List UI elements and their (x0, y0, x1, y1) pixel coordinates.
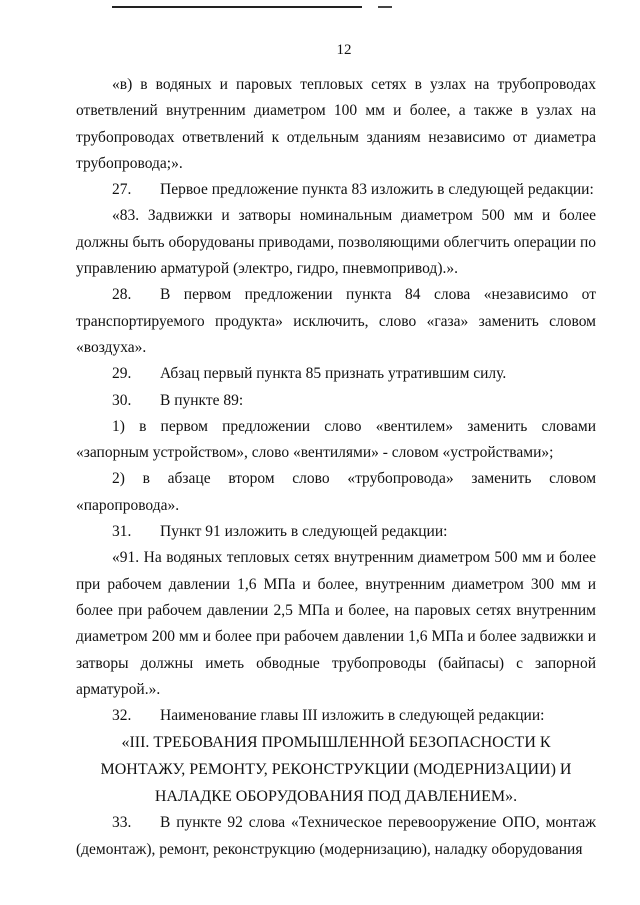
item-number: 27. (112, 181, 132, 199)
paragraph-p3 (76, 203, 596, 282)
item-number: 32. (112, 707, 132, 725)
chapter-heading (76, 729, 596, 810)
top-scan-rule (112, 6, 362, 8)
paragraph-29 (76, 361, 596, 387)
top-scan-mark (378, 6, 392, 8)
paragraph-31 (76, 519, 596, 545)
paragraph-text: Пункт 91 изложить в следующей редакции: (160, 523, 448, 541)
paragraph-text: 1) в первом предложении слово «вентилем» заменить словами «запорным устройством», слово «вентилями» - словом «устройствами»; (76, 417, 596, 462)
paragraph-33 (76, 810, 596, 863)
chapter-heading-line: «III. ТРЕБОВАНИЯ ПРОМЫШЛЕННОЙ БЕЗОПАСНОСТИ К (121, 734, 551, 752)
paragraph-30 (76, 388, 596, 414)
item-number: 33. (112, 814, 132, 832)
paragraph-p7 (76, 414, 596, 467)
paragraph-28 (76, 282, 596, 361)
paragraph-p10 (76, 545, 596, 703)
item-number: 28. (112, 286, 132, 304)
document-page (76, 40, 596, 863)
item-number: 31. (112, 523, 132, 541)
paragraph-text: «83. Задвижки и затворы номинальным диаметром 500 мм и более должны быть оборудованы приводами, позволяющими облегчить операции по управлению арматурой (электро, гидро, пневмопривод).». (76, 207, 596, 278)
chapter-heading-line: МОНТАЖУ, РЕМОНТУ, РЕКОНСТРУКЦИИ (МОДЕРНИЗАЦИИ) И (100, 761, 572, 779)
paragraph-text: «91. На водяных тепловых сетях внутренним диаметром 500 мм и более при рабочем давлении 1,6 МПа и более, внутренним диаметром 300 мм и более при рабочем давлении 2,5 МПа и более, на паровых сетях внутренним диаметром 200 мм и более при рабочем давлении 1,6 МПа и более задвижки и затворы должны иметь обводные трубопроводы (байпасы) с запорной арматурой.». (76, 549, 596, 698)
paragraph-text: «в) в водяных и паровых тепловых сетях в узлах на трубопроводах ответвлений внутренним диаметром 100 мм и более, а также в узлах на трубопроводах ответвлений к отдельным зданиям независимо от диаметра трубопровода;». (76, 76, 596, 172)
chapter-heading-line: НАЛАДКЕ ОБОРУДОВАНИЯ ПОД ДАВЛЕНИЕМ». (154, 788, 518, 806)
paragraph-text: В пункте 92 слова «Техническое перевооружение ОПО, монтаж (демонтаж), ремонт, реконструкцию (модернизацию), наладку оборудования (76, 814, 596, 858)
paragraph-text: Наименование главы III изложить в следующей редакции: (160, 707, 545, 725)
paragraph-text: В первом предложении пункта 84 слова «независимо от транспортируемого продукта» исключить, слово «газа» заменить словом «воздуха». (76, 286, 596, 356)
paragraph-27 (76, 177, 596, 203)
paragraph-p8 (76, 466, 596, 519)
paragraph-32 (76, 703, 596, 729)
paragraph-text: В пункте 89: (160, 391, 244, 409)
item-number: 30. (112, 391, 132, 409)
page-number: 12 (336, 42, 352, 58)
paragraph-text: Первое предложение пункта 83 изложить в следующей редакции: (160, 181, 594, 199)
item-number: 29. (112, 365, 132, 383)
paragraph-text: Абзац первый пункта 85 признать утратившим силу. (160, 365, 507, 383)
paragraph-text: 2) в абзаце втором слово «трубопровода» заменить словом «паропровода». (76, 470, 596, 514)
paragraph-p1 (76, 72, 596, 177)
